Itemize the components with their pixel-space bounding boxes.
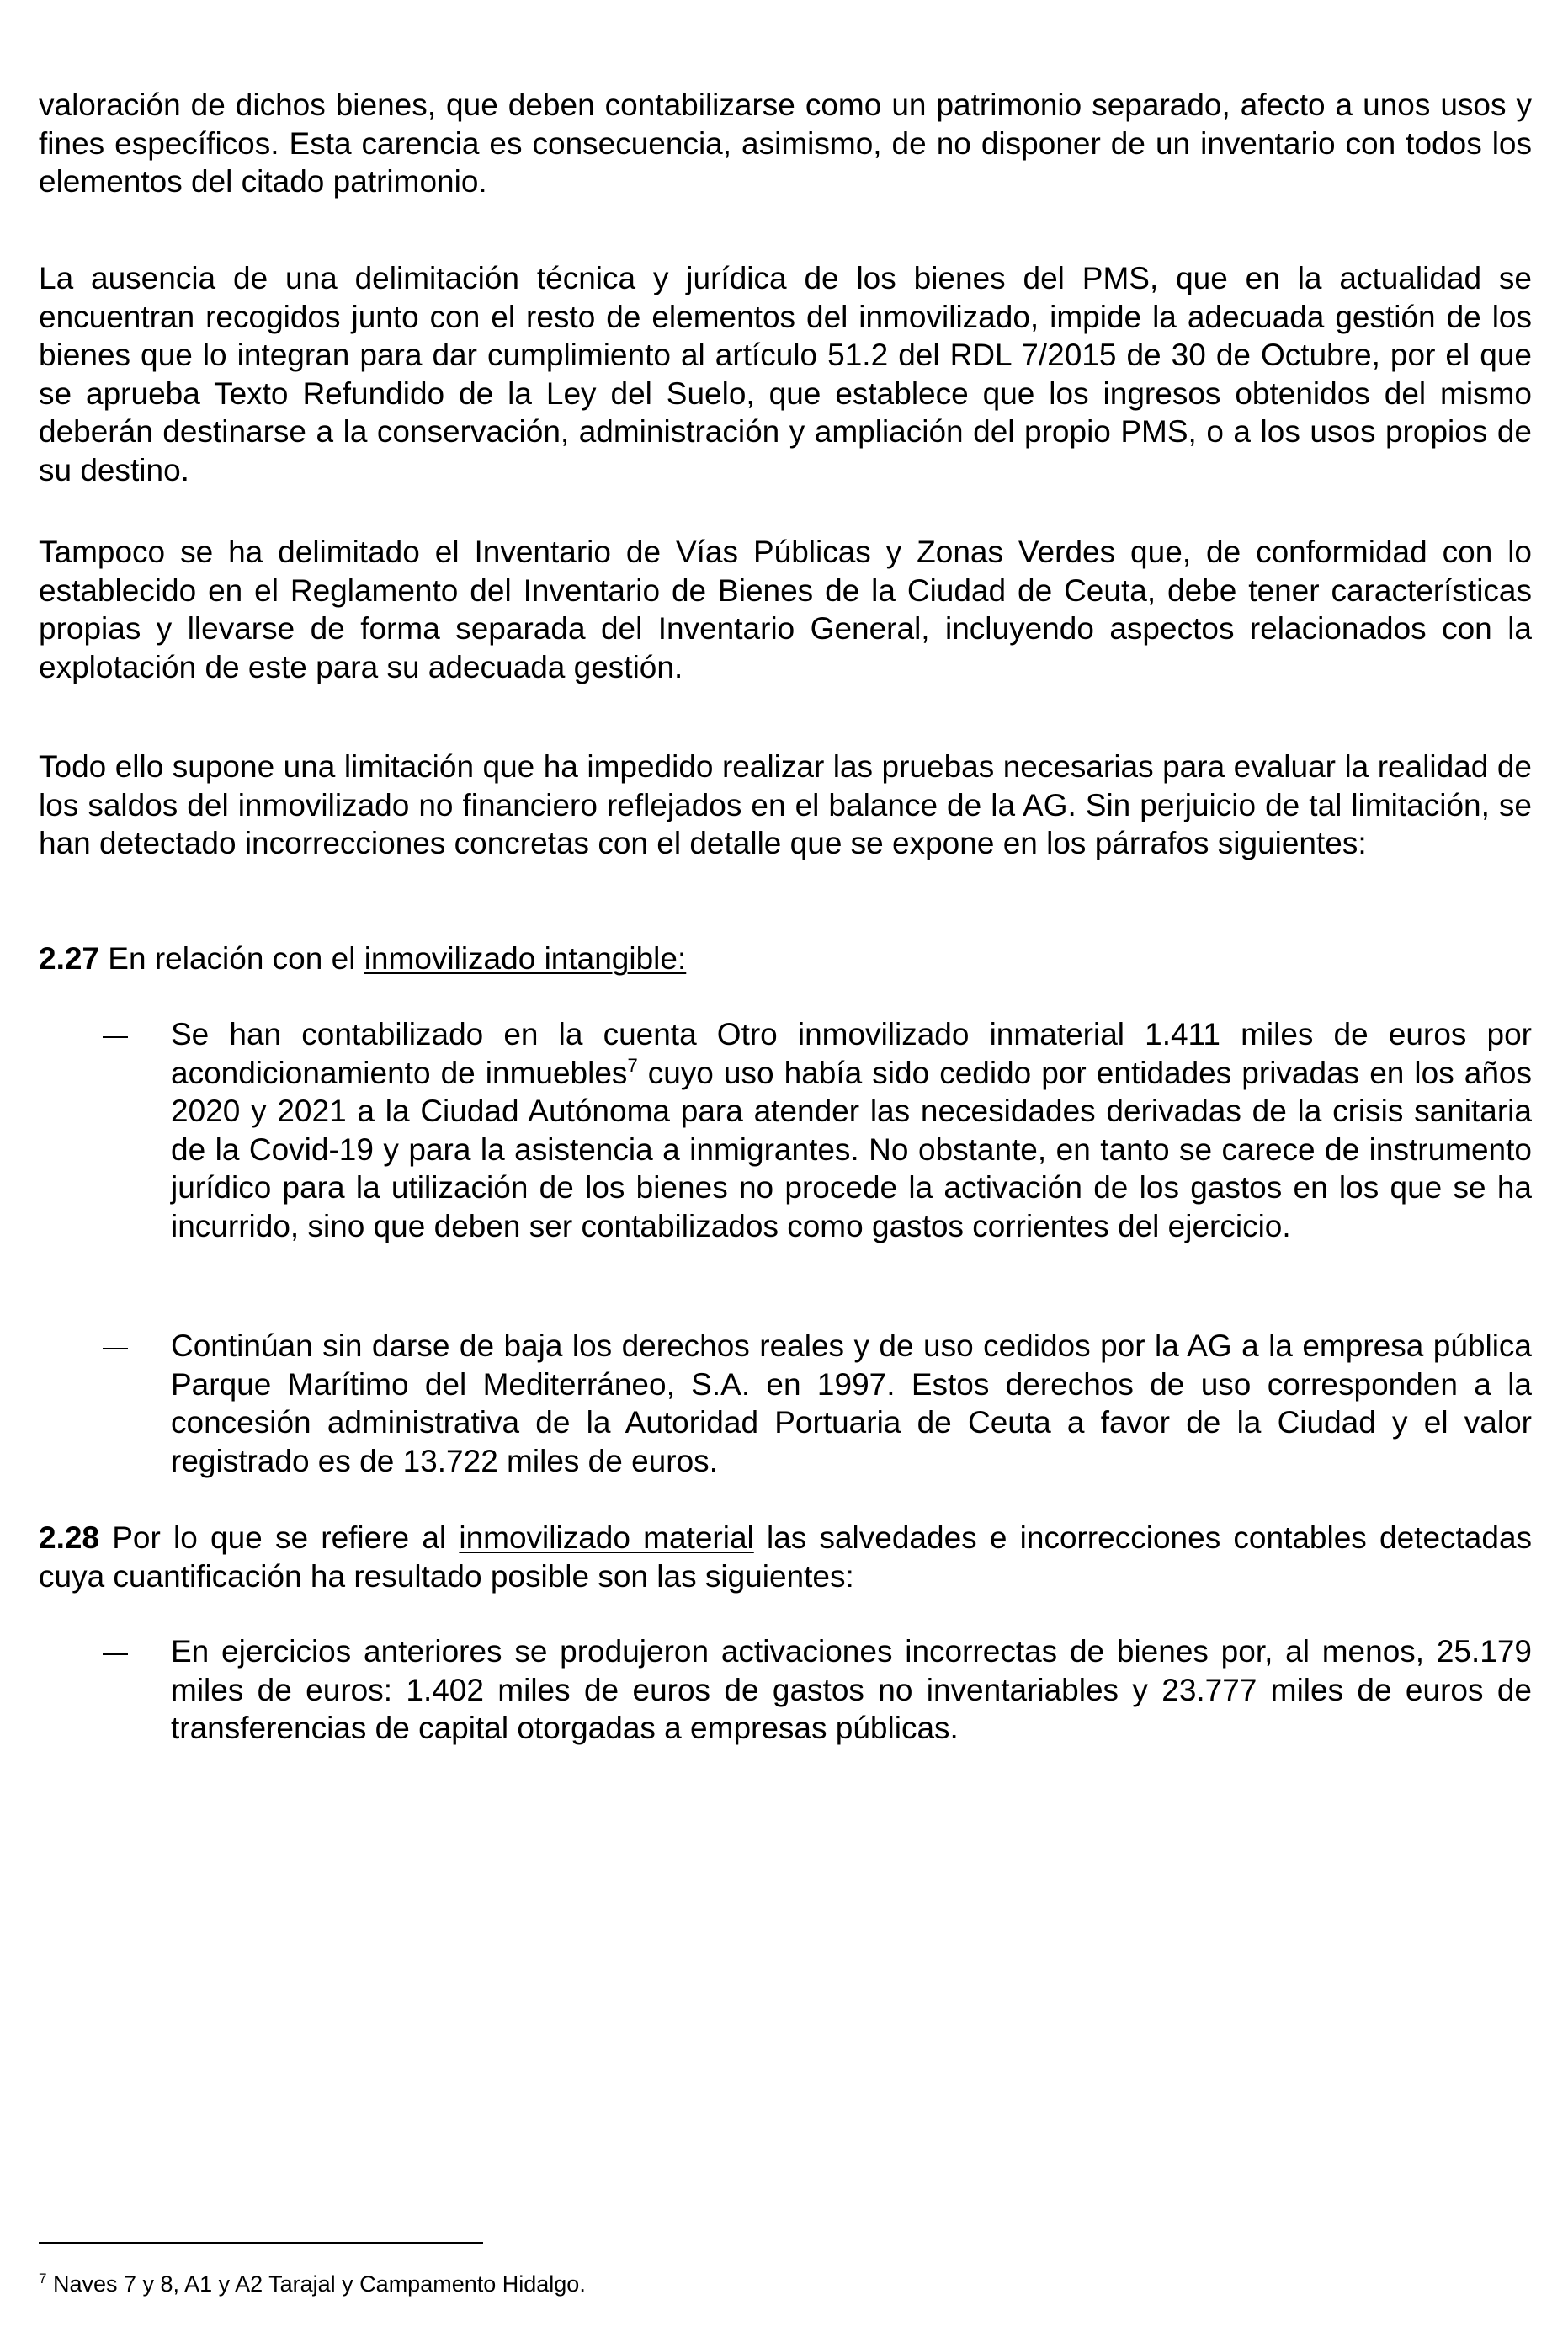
section-term: inmovilizado material: [459, 1520, 754, 1555]
dash-bullet-icon: [103, 1653, 128, 1655]
section-lead: Por lo que se refiere al: [112, 1520, 447, 1555]
footnote-text: Naves 7 y 8, A1 y A2 Tarajal y Campamento Hidalgo.: [52, 2271, 586, 2297]
section-2-27-heading: [39, 940, 1532, 978]
paragraph-pms-delimitacion: La ausencia de una delimitación técnica y jurídica de los bienes del PMS, que en la actualidad se encuentran recogidos junto con el resto de elementos del inmovilizado, impide la adecuada gestión de los bienes que lo integran para dar cumplimiento al artículo 51.2 del RDL 7/2015 de 30 de Octubre, por el que se aprueba Texto Refundido de la Ley del Suelo, que establece que los ingresos obtenidos del mismo deberán destinarse a la conservación, administración y ampliación del propio PMS, o a los usos propios de su destino.: [39, 261, 1532, 487]
paragraph-limitacion: Todo ello supone una limitación que ha impedido realizar las pruebas necesarias para evaluar la realidad de los saldos del inmovilizado no financiero reflejados en el balance de la AG. Sin perjuicio de tal limitación, se han detectado incorrecciones concretas con el detalle que se expone en los párrafos siguientes:: [39, 749, 1532, 860]
paragraph-patrimonio-separado: valoración de dichos bienes, que deben contabilizarse como un patrimonio separado, afecto a unos usos y fines específicos. Esta carencia es consecuencia, asimismo, de no disponer de un inventario con todos los elementos del citado patrimonio.: [39, 88, 1532, 199]
bullet-text: Se han contabilizado en la cuenta Otro inmovilizado inmaterial 1.411 miles de euros por acondicionamiento de inmuebles: [171, 1017, 1532, 1090]
section-term: inmovilizado intangible:: [364, 941, 687, 976]
bullet-activaciones-incorrectas: En ejercicios anteriores se produjeron activaciones incorrectas de bienes por, al menos, 25.179 miles de euros: 1.402 miles de euros de gastos no inventariables y 23.777 miles de euros de transferencias de capital otorgadas a empresas públicas.: [171, 1634, 1532, 1745]
section-number: 2.27: [39, 941, 100, 976]
bullet-text-continued: cuyo uso había sido cedido por entidades privadas en los años 2020 y 2021 a la Ciudad Autónoma para atender las necesidades derivadas de la crisis sanitaria de la Covid-19 y para la asistencia a inmigrantes. No obstante, en tanto se carece de instrumento jurídico para la utilización de los bienes no procede la activación de los gastos en los que se ha incurrido, sino que deben ser contabilizados como gastos corrientes del ejercicio.: [171, 1055, 1532, 1243]
section-2-28-heading: [39, 1519, 1532, 1595]
footnote-reference: 7: [627, 1054, 638, 1076]
paragraph-inventario-vias: Tampoco se ha delimitado el Inventario de Vías Públicas y Zonas Verdes que, de conformidad con lo establecido en el Reglamento del Inventario de Bienes de la Ciudad de Ceuta, debe tener características propias y llevarse de forma separada del Inventario General, incluyendo aspectos relacionados con la explotación de este para su adecuada gestión.: [39, 535, 1532, 684]
footnote-separator: [39, 2242, 483, 2244]
dash-bullet-icon: [103, 1036, 128, 1038]
section-rest: las salvedades e incorrecciones contables detectadas cuya cuantificación ha resultado posible son las siguientes:: [39, 1520, 1533, 1594]
section-lead: En relación con el: [108, 941, 356, 976]
dash-bullet-icon: [103, 1348, 128, 1349]
bullet-activos-inmuebles: [171, 1015, 1532, 1245]
footnote-mark: 7: [39, 2270, 47, 2286]
section-number: 2.28: [39, 1520, 100, 1555]
footnote: [39, 2270, 586, 2298]
bullet-derechos-reales: Continúan sin darse de baja los derechos reales y de uso cedidos por la AG a la empresa pública Parque Marítimo del Mediterráneo, S.A. en 1997. Estos derechos de uso corresponden a la concesión administrativa de la Autoridad Portuaria de Ceuta a favor de la Ciudad y el valor registrado es de 13.722 miles de euros.: [171, 1328, 1532, 1478]
